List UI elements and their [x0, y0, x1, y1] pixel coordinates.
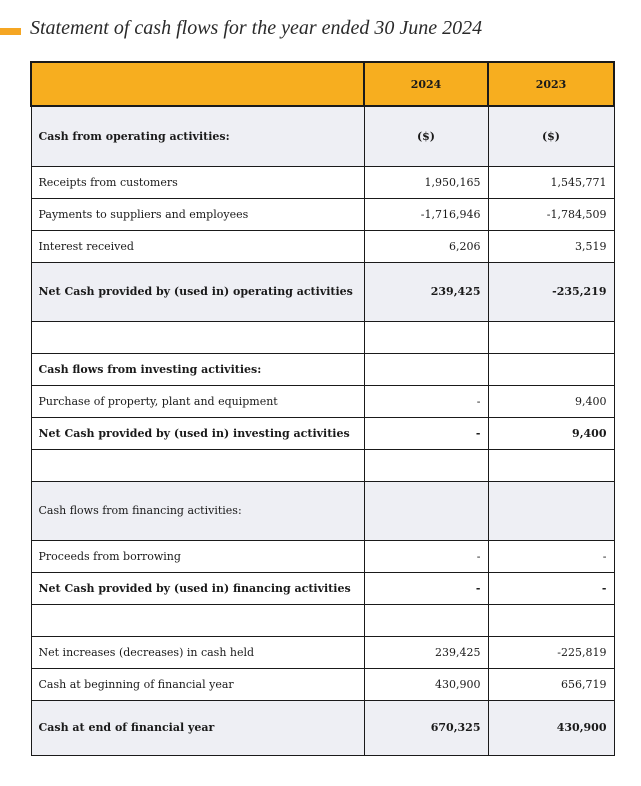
row-value-2023: [488, 604, 614, 636]
row-value-2024: [364, 321, 488, 353]
row-value-2024: -1,716,946: [364, 198, 488, 230]
page-title: Statement of cash flows for the year ended 30 June 2024: [30, 17, 483, 39]
table-row: [31, 385, 614, 417]
row-label: Interest received: [31, 230, 364, 262]
row-value-2023: 1,545,771: [488, 166, 614, 198]
row-label: Proceeds from borrowing: [31, 540, 364, 572]
header-year-2024: 2024: [364, 62, 488, 106]
row-label: [31, 321, 364, 353]
row-value-2023: [488, 481, 614, 540]
spacer-row: [31, 449, 614, 481]
row-label: Cash flows from financing activities:: [31, 481, 364, 540]
row-value-2023: 430,900: [488, 700, 614, 755]
row-value-2023: 9,400: [488, 417, 614, 449]
subtotal-row-financing: [31, 572, 614, 604]
row-value-2024: [364, 449, 488, 481]
row-value-2024: -: [364, 540, 488, 572]
row-label: Cash from operating activities:: [31, 106, 364, 166]
row-value-2024: [364, 604, 488, 636]
row-value-2023: [488, 449, 614, 481]
row-value-2024: -: [364, 572, 488, 604]
row-value-2023: 9,400: [488, 385, 614, 417]
table-row: [31, 540, 614, 572]
row-value-2023: ($): [488, 106, 614, 166]
row-value-2024: [364, 353, 488, 385]
section-header-investing: [31, 353, 614, 385]
table-row: [31, 636, 614, 668]
row-label: Purchase of property, plant and equipment: [31, 385, 364, 417]
table-header-row: [31, 62, 614, 106]
row-value-2024: 239,425: [364, 262, 488, 321]
row-value-2023: -: [488, 572, 614, 604]
row-label: [31, 449, 364, 481]
row-value-2024: -: [364, 417, 488, 449]
row-label: Net Cash provided by (used in) financing activities: [31, 572, 364, 604]
row-value-2024: -: [364, 385, 488, 417]
row-value-2023: -1,784,509: [488, 198, 614, 230]
row-label: Cash flows from investing activities:: [31, 353, 364, 385]
spacer-row: [31, 604, 614, 636]
row-value-2023: [488, 321, 614, 353]
row-label: Net Cash provided by (used in) operating activities: [31, 262, 364, 321]
row-value-2024: [364, 481, 488, 540]
row-value-2024: 6,206: [364, 230, 488, 262]
row-value-2024: 1,950,165: [364, 166, 488, 198]
row-value-2024: ($): [364, 106, 488, 166]
table-row: [31, 166, 614, 198]
row-label: Cash at end of financial year: [31, 700, 364, 755]
section-header-operating: [31, 106, 614, 166]
row-value-2023: -225,819: [488, 636, 614, 668]
header-label-cell: [31, 62, 364, 106]
cash-flow-table: [30, 61, 615, 756]
subtotal-row-operating: [31, 262, 614, 321]
row-value-2023: -235,219: [488, 262, 614, 321]
row-value-2024: 670,325: [364, 700, 488, 755]
total-row-cash-end: [31, 700, 614, 755]
row-label: Payments to suppliers and employees: [31, 198, 364, 230]
row-value-2024: 239,425: [364, 636, 488, 668]
title-accent-bar: [0, 28, 21, 35]
table-row: [31, 230, 614, 262]
subtotal-row-investing: [31, 417, 614, 449]
table-row: [31, 198, 614, 230]
row-value-2023: 656,719: [488, 668, 614, 700]
table-row: [31, 668, 614, 700]
header-year-2023: 2023: [488, 62, 614, 106]
section-header-financing: [31, 481, 614, 540]
row-value-2023: 3,519: [488, 230, 614, 262]
row-label: Net increases (decreases) in cash held: [31, 636, 364, 668]
row-value-2024: 430,900: [364, 668, 488, 700]
row-label: Net Cash provided by (used in) investing activities: [31, 417, 364, 449]
row-value-2023: [488, 353, 614, 385]
row-value-2023: -: [488, 540, 614, 572]
row-label: Cash at beginning of financial year: [31, 668, 364, 700]
spacer-row: [31, 321, 614, 353]
row-label: Receipts from customers: [31, 166, 364, 198]
row-label: [31, 604, 364, 636]
